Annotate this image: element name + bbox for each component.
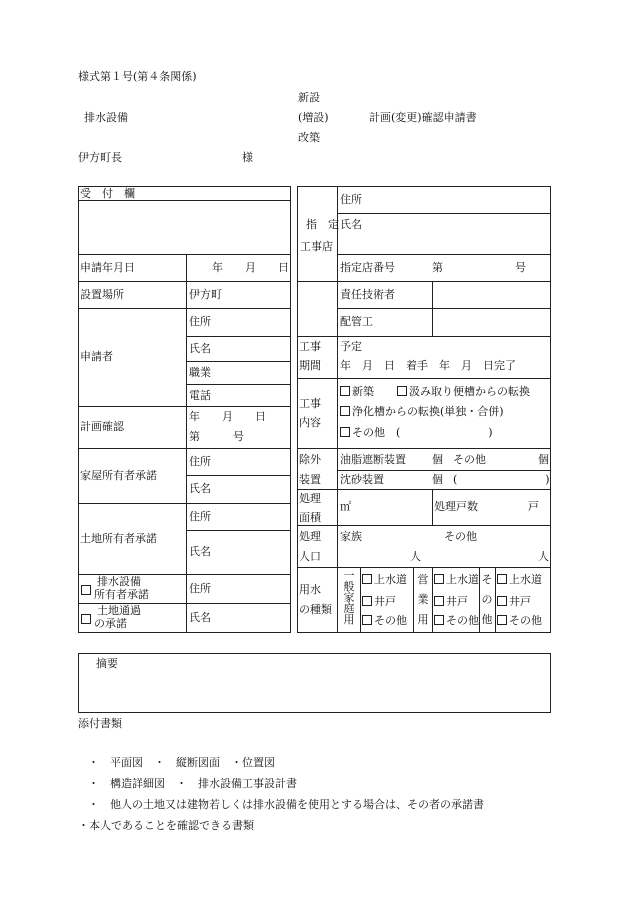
addressee: 伊方町長 — [78, 151, 122, 164]
naiyou-jokaso[interactable] — [340, 405, 504, 419]
eigyou-ido-text: 井戸 — [446, 595, 468, 608]
shitei-number-label: 指定店番号 — [340, 261, 395, 274]
chinsa-paren[interactable]: ( ) — [453, 473, 550, 486]
kaoku-label: 家屋所有者承諾 — [80, 469, 157, 482]
jogai-label-1: 除外 — [299, 453, 321, 466]
eigyou-josuidou[interactable] — [434, 573, 479, 587]
shori-menseki-label-2: 面積 — [299, 511, 321, 524]
shinsei-date-label: 申請年月日 — [80, 261, 135, 274]
yousui-label-2: の種類 — [299, 603, 332, 616]
eigyou-ido[interactable] — [434, 595, 468, 609]
kouji-naiyou-label-2: 内容 — [299, 416, 321, 429]
naiyou-jokaso-text: 浄化槽からの転換(単独・合併) — [352, 405, 504, 418]
naiyou-kumitori[interactable] — [397, 385, 530, 399]
shinsei-date-value[interactable]: 年 月 日 — [212, 261, 289, 274]
ippan-josuidou[interactable] — [362, 573, 407, 587]
form-number: 様式第１号(第４条関係) — [78, 70, 197, 83]
checkbox-icon — [340, 427, 350, 437]
chinsa-ko: 個 — [432, 473, 443, 486]
shinseisha-jusho[interactable]: 住所 — [189, 315, 211, 328]
shitei-label-1: 指 定 — [306, 218, 339, 231]
sonota-sonota[interactable] — [497, 614, 542, 628]
kouji-yotei: 予定 — [340, 340, 362, 353]
eigyou-sonota[interactable] — [434, 614, 479, 628]
tekiyou-box[interactable] — [78, 653, 551, 713]
ippan-sonota[interactable] — [362, 614, 407, 628]
kouji-kikan-label-1: 工事 — [299, 340, 321, 353]
sonota-josuidou-text: 上水道 — [509, 573, 542, 586]
checkbox-icon — [497, 615, 507, 625]
yushi-label: 油脂遮断装置 — [340, 453, 406, 466]
eigyou-sonota-text: その他 — [446, 614, 479, 627]
haikan-label: 配管工 — [340, 315, 373, 328]
keikaku-date[interactable]: 年 月 日 — [189, 410, 266, 423]
checkbox-icon — [397, 386, 407, 396]
secchi-value[interactable]: 伊方町 — [189, 288, 222, 301]
shitei-number-go: 号 — [515, 261, 526, 274]
checkbox-icon — [340, 386, 350, 396]
sekinin-label: 責任技術者 — [340, 288, 395, 301]
shori-jinkou-label-1: 処理 — [299, 530, 321, 543]
checkbox-icon — [434, 574, 444, 584]
kazoku-label: 家族 — [340, 530, 362, 543]
tochi-tsuka-shimei[interactable]: 氏名 — [189, 611, 211, 624]
haisui-owner-jusho[interactable]: 住所 — [189, 582, 211, 595]
naiyou-shinchiku-text: 新築 — [352, 385, 374, 398]
eigyou-josuidou-text: 上水道 — [446, 573, 479, 586]
ippan-katei-label: 一般家庭用 — [343, 569, 355, 626]
secchi-label: 設置場所 — [80, 288, 124, 301]
option-shinsetsu: 新設 — [298, 91, 320, 104]
keikaku-label: 計画確認 — [80, 420, 124, 433]
shori-kosu-label: 処理戸数 — [434, 500, 478, 513]
tochi-label: 土地所有者承諾 — [80, 532, 157, 545]
shitei-jusho[interactable]: 住所 — [340, 193, 362, 206]
uketsuke-label: 受 付 欄 — [80, 187, 135, 200]
chinsa-label: 沈砂装置 — [340, 473, 384, 486]
naiyou-kumitori-text: 汲み取り便槽からの転換 — [409, 385, 530, 398]
tochi-tsuka-checkbox[interactable] — [81, 614, 91, 624]
jinkou-sonota-label: その他 — [444, 530, 477, 543]
jogai-label-2: 装置 — [299, 473, 321, 486]
sonota-nin[interactable]: 人 — [538, 550, 549, 563]
attachment-item-3: ・ 他人の土地又は建物若しくは排水設備を使用とする場合は、その者の承諾書 — [88, 798, 484, 811]
yushi-ko: 個 — [432, 453, 443, 466]
haisui-owner-label-1: 排水設備 — [97, 575, 141, 588]
jogai-sonota: その他 — [453, 453, 486, 466]
yousui-label-1: 用水 — [299, 583, 321, 596]
eigyou-label: 営業用 — [417, 573, 429, 626]
tochi-tsuka-label-1: 土地通過 — [97, 604, 141, 617]
tochi-jusho[interactable]: 住所 — [189, 510, 211, 523]
ippan-josuidou-text: 上水道 — [374, 573, 407, 586]
option-zousetsu: (増設) — [298, 111, 329, 124]
document-title: 計画(変更)確認申請書 — [369, 111, 477, 124]
kazoku-nin[interactable]: 人 — [410, 550, 421, 563]
shitei-shimei[interactable]: 氏名 — [340, 218, 362, 231]
keikaku-number[interactable]: 第 号 — [189, 430, 244, 443]
ippan-ido[interactable] — [362, 595, 396, 609]
shori-jinkou-label-2: 人口 — [299, 550, 321, 563]
checkbox-icon — [434, 596, 444, 606]
kouji-kikan-label-2: 期間 — [299, 359, 321, 372]
menseki-unit[interactable]: ㎡ — [340, 500, 351, 513]
left-table-divider — [186, 254, 187, 633]
addressee-sama: 様 — [242, 151, 253, 164]
ippan-ido-text: 井戸 — [374, 595, 396, 608]
sonota-ido-text: 井戸 — [509, 595, 531, 608]
shinseisha-denwa[interactable]: 電話 — [189, 389, 211, 402]
shinseisha-label: 申請者 — [80, 350, 113, 363]
kaoku-jusho[interactable]: 住所 — [189, 455, 211, 468]
checkbox-icon — [497, 596, 507, 606]
sonota-josuidou[interactable] — [497, 573, 542, 587]
attachment-item-1: ・ 平面図 ・ 縦断図面 ・位置図 — [88, 756, 275, 769]
shitei-number-dai: 第 — [432, 261, 443, 274]
tochi-shimei[interactable]: 氏名 — [189, 545, 211, 558]
checkbox-icon — [362, 574, 372, 584]
tochi-tsuka-label-2: の承諾 — [94, 617, 127, 630]
haisui-setsubi-label: 排水設備 — [84, 111, 128, 124]
checkbox-icon — [497, 574, 507, 584]
kouji-naiyou-label-1: 工事 — [299, 397, 321, 410]
sonota-sonota-text: その他 — [509, 614, 542, 627]
shori-kosu-unit[interactable]: 戸 — [528, 500, 539, 513]
naiyou-sonota-text: その他 ( ) — [352, 426, 493, 439]
checkbox-icon — [340, 406, 350, 416]
checkbox-icon — [434, 615, 444, 625]
shitei-label-2: 工事店 — [300, 240, 333, 253]
naiyou-shinchiku[interactable] — [340, 385, 374, 399]
ippan-sonota-text: その他 — [374, 614, 407, 627]
tekiyou-label: 摘要 — [96, 657, 118, 670]
shori-menseki-label-1: 処理 — [299, 492, 321, 505]
naiyou-sonota[interactable] — [340, 426, 493, 440]
kouji-kikan-dates[interactable]: 年 月 日 着手 年 月 日完了 — [340, 359, 516, 372]
checkbox-icon — [362, 596, 372, 606]
option-kaichiku: 改築 — [298, 131, 320, 144]
attachment-item-2: ・ 構造詳細図 ・ 排水設備工事設計書 — [88, 777, 297, 790]
haisui-owner-label-2: 所有者承諾 — [94, 588, 149, 601]
haisui-owner-checkbox[interactable] — [81, 585, 91, 595]
checkbox-icon — [362, 615, 372, 625]
sonota-ido[interactable] — [497, 595, 531, 609]
shinseisha-shokugyo[interactable]: 職業 — [189, 366, 211, 379]
attachments-title: 添付書類 — [78, 717, 122, 730]
sonota-youto-label: その他 — [481, 573, 493, 626]
attachment-item-4: ・本人であることを確認できる書類 — [78, 819, 254, 832]
kaoku-shimei[interactable]: 氏名 — [189, 482, 211, 495]
jogai-sonota-ko: 個 — [538, 453, 549, 466]
shinseisha-shimei[interactable]: 氏名 — [189, 342, 211, 355]
